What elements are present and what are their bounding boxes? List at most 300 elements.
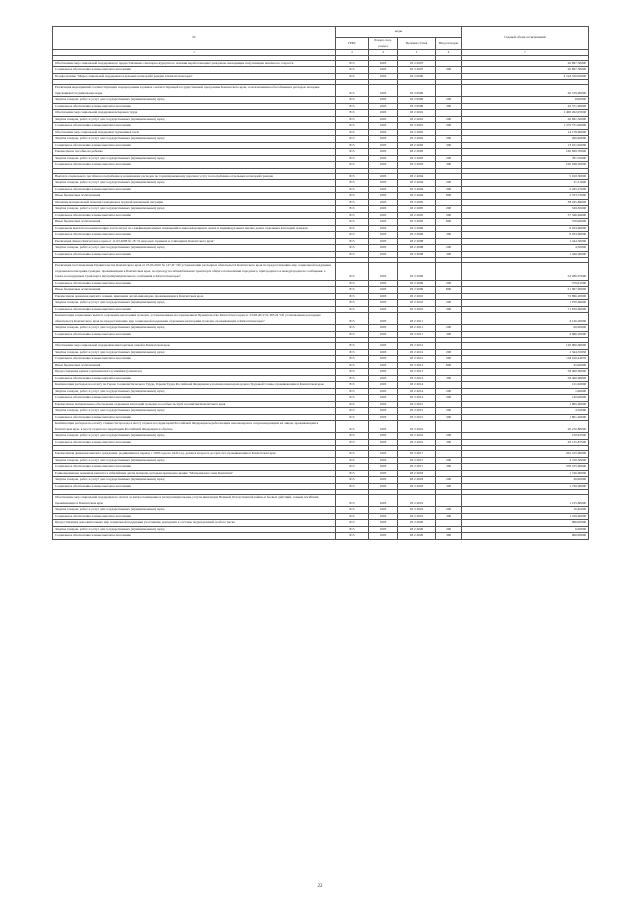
amount-cell: 1,60000 (462, 388, 589, 395)
item-name-cell: Социальное обеспечение и иные выплаты населению (53, 395, 336, 402)
expense-type-cell: 200 (436, 245, 462, 252)
razdel-cell: 1003 (369, 263, 398, 281)
item-name-cell: Социальная выплата на компенсацию части затрат по газификации жилых помещений в многоквартирных домах и индивидуальных жилых домах отдельных категорий граждан (53, 225, 336, 232)
item-name-cell: Закупка товаров, работ и услуг для государственных (муниципальных) нужд (53, 433, 336, 440)
table-row (53, 421, 589, 433)
target-article-cell: 03 2 2019 (398, 513, 436, 520)
razdel-cell: 1003 (369, 477, 398, 484)
item-name-cell: Иные бюджетные ассигнования (53, 287, 336, 294)
target-article-cell: 03 2 2019 (398, 507, 436, 514)
target-article-cell: 03 2 2011 (398, 331, 436, 338)
table-body (53, 50, 589, 540)
grbs-cell: 815 (336, 193, 369, 200)
item-name-cell: Закупка товаров, работ и услуг для государственных (муниципальных) нужд (53, 245, 336, 252)
expense-type-cell: 300 (436, 464, 462, 471)
razdel-cell: 1003 (369, 388, 398, 395)
index-cell: 2 (336, 50, 369, 56)
index-cell: 4 (369, 50, 398, 56)
expense-type-cell: 300 (436, 251, 462, 258)
razdel-cell: 1003 (369, 85, 398, 97)
item-name-cell: Подпрограмма "Меры социальной поддержки отдельных категорий граждан в Камчатском крае" (53, 73, 336, 80)
grbs-cell: 815 (336, 349, 369, 356)
amount-cell: 31,31000 (462, 180, 589, 187)
amount-cell: 1 344,55930 (462, 349, 589, 356)
grbs-cell: 815 (336, 136, 369, 143)
index-cell: 1 (53, 50, 336, 56)
header-expense-type: Вид расходов (436, 38, 462, 50)
amount-cell: 26 897,30000 (462, 67, 589, 74)
target-article-cell: 03 2 2009 (398, 263, 436, 281)
amount-cell: 379,01000 (462, 280, 589, 287)
target-article-cell: 03 2 2007 (398, 60, 436, 67)
amount-cell: 4,50000 (462, 408, 589, 415)
grbs-cell: 815 (336, 477, 369, 484)
item-name-cell: Закупка товаров, работ и услуг для государственных (муниципальных) нужд (53, 526, 336, 533)
item-name-cell: Реализация постановления Правительства Камчатского края от 23.03.2010 № 127-П "Об установлении расходных обязательств Камчатского края по предоставлению мер социальной поддержки отдельным категориям граждан, проживающим в Камчатском крае, по проезду на автомобильном транспорте общего пользования городского, пригородного и междугородного сообщения, а также на воздушном транспорте внутримуниципального сообщения в Камчатском крае" (53, 263, 336, 281)
razdel-cell: 1003 (369, 343, 398, 350)
grbs-cell: 815 (336, 162, 369, 169)
amount-cell: 1 801,40000 (462, 414, 589, 421)
amount-cell: 2 425,27000 (462, 186, 589, 193)
razdel-cell: 1003 (369, 457, 398, 464)
grbs-cell: 815 (336, 451, 369, 458)
target-article-cell: 03 2 2016 (398, 433, 436, 440)
item-name-cell: Социальное обеспечение и иные выплаты населению (53, 356, 336, 363)
amount-cell: 1 440,00000 (462, 251, 589, 258)
header-target-article: Целевая статья (398, 38, 436, 50)
razdel-cell: 1003 (369, 206, 398, 213)
grbs-cell: 815 (336, 375, 369, 382)
expense-type-cell: 300 (436, 375, 462, 382)
target-article-cell: 03 2 2003 (398, 162, 436, 169)
grbs-cell: 815 (336, 464, 369, 471)
target-article-cell: 03 2 2002 (398, 136, 436, 143)
amount-cell: 900,00000 (462, 533, 589, 540)
grbs-cell: 815 (336, 199, 369, 206)
item-name-cell: Социальное обеспечение и иные выплаты населению (53, 280, 336, 287)
item-name-cell: Компенсация социальных выплат отдельным категориям граждан, установленным постановлением Правительства Камчатского края от 23.08.2012 № 385-П "Об установлении расходных обязательств Камчатского края по предоставлению мер социальной поддержки отдельным категориям граждан, проживающих в Камчатском крае" (53, 313, 336, 325)
razdel-cell: 1003 (369, 186, 398, 193)
razdel-cell: 1003 (369, 464, 398, 471)
grbs-cell: 815 (336, 421, 369, 433)
amount-cell: 1 076,60000 (462, 300, 589, 307)
item-name-cell: Ежемесячная денежная выплата семьям, имеющим детей-инвалидов, проживающим в Камчатском крае (53, 293, 336, 300)
item-name-cell: Закупка товаров, работ и услуг для государственных (муниципальных) нужд (53, 97, 336, 104)
item-name-cell: Закупка товаров, работ и услуг для государственных (муниципальных) нужд (53, 206, 336, 213)
target-article-cell: 03 2 2013 (398, 369, 436, 376)
amount-cell: 118 610,44070 (462, 356, 589, 363)
expense-type-cell: 300 (436, 483, 462, 490)
expense-type-cell: 300 (436, 67, 462, 74)
razdel-cell: 1003 (369, 142, 398, 149)
header-codes: коды (336, 27, 462, 38)
expense-type-cell: 200 (436, 325, 462, 332)
razdel-cell: 1003 (369, 451, 398, 458)
grbs-cell: 815 (336, 263, 369, 281)
amount-cell: 26,90000 (462, 477, 589, 484)
amount-cell: 1 746,90000 (462, 470, 589, 477)
razdel-cell: 1003 (369, 287, 398, 294)
page-number: 22 (317, 884, 323, 889)
razdel-cell: 1003 (369, 513, 398, 520)
item-name-cell: Компенсация расходов на оплату по Герою Социалистического Труда, Героям Труда Российской Федерации и полным кавалерам ордена Трудовой Славы, проживающим в Камчатском крае (53, 382, 336, 389)
target-article-cell: 03 2 2008 (398, 245, 436, 252)
amount-cell: 120 000,00000 (462, 343, 589, 350)
razdel-cell: 1003 (369, 193, 398, 200)
amount-cell: 5 010,30000 (462, 173, 589, 180)
amount-cell: 16,40000 (462, 507, 589, 514)
expense-type-cell: 200 (436, 180, 462, 187)
item-name-cell: Реализация Закона Камчатского края от 11.03.2008 № 18 "О наградах, премиях и стипендиях Камчатского края" (53, 238, 336, 245)
target-article-cell: 03 2 2010 (398, 293, 436, 300)
expense-type-cell: 200 (436, 116, 462, 123)
razdel-cell: 1003 (369, 470, 398, 477)
razdel-cell: 1003 (369, 439, 398, 446)
amount-cell: 258 105,60000 (462, 464, 589, 471)
item-name-cell: Иные бюджетные ассигнования (53, 219, 336, 226)
grbs-cell: 815 (336, 388, 369, 395)
razdel-cell: 1003 (369, 375, 398, 382)
amount-cell: 14 178,60000 (462, 129, 589, 136)
target-article-cell: 03 2 2003 (398, 155, 436, 162)
grbs-cell: 815 (336, 414, 369, 421)
document-page (52, 26, 588, 540)
target-article-cell: 03 2 2008 (398, 251, 436, 258)
expense-type-cell: 200 (436, 136, 462, 143)
target-article-cell: 03 2 2004 (398, 173, 436, 180)
razdel-cell: 1003 (369, 325, 398, 332)
expense-type-cell: 300 (436, 280, 462, 287)
grbs-cell: 815 (336, 238, 369, 245)
amount-cell: 370,00000 (462, 219, 589, 226)
razdel-cell: 1003 (369, 414, 398, 421)
razdel-cell: 1003 (369, 97, 398, 104)
item-name-cell: Обеспечение мер социальной поддержки тружеников тыла (53, 129, 336, 136)
razdel-cell: 1003 (369, 533, 398, 540)
razdel-cell: 1003 (369, 507, 398, 514)
grbs-cell: 815 (336, 526, 369, 533)
expense-type-cell: 300 (436, 162, 462, 169)
item-name-cell: Социальное обеспечение и иные выплаты населению (53, 513, 336, 520)
item-name-cell: Закупка товаров, работ и услуг для государственных (муниципальных) нужд (53, 325, 336, 332)
item-name-cell: Социальное обеспечение и иные выплаты населению (53, 483, 336, 490)
item-name-cell: Ежемесячное пособие на ребенка (53, 149, 336, 156)
target-article-cell: 03 2 2016 (398, 421, 436, 433)
expense-type-cell: 300 (436, 186, 462, 193)
amount-cell: 58 400,00000 (462, 369, 589, 376)
target-article-cell: 03 2 2015 (398, 401, 436, 408)
razdel-cell: 1003 (369, 520, 398, 527)
amount-cell: 52 286,97000 (462, 263, 589, 281)
razdel-cell: 1003 (369, 129, 398, 136)
target-article-cell: 03 2 0999 (398, 97, 436, 104)
razdel-cell: 1003 (369, 136, 398, 143)
grbs-cell: 815 (336, 533, 369, 540)
expense-type-cell: 200 (436, 526, 462, 533)
target-article-cell: 03 2 2002 (398, 142, 436, 149)
item-name-cell: Социальное обеспечение и иные выплаты населению (53, 464, 336, 471)
expense-type-cell: 200 (436, 433, 462, 440)
expense-type-cell: 300 (436, 356, 462, 363)
index-cell: 6 (436, 50, 462, 56)
target-article-cell: 03 2 2017 (398, 451, 436, 458)
item-name-cell: Закупка товаров, работ и услуг для государственных (муниципальных) нужд (53, 477, 336, 484)
grbs-cell: 815 (336, 245, 369, 252)
item-name-cell: Социальное обеспечение и иные выплаты населению (53, 162, 336, 169)
target-article-cell: 03 2 0000 (398, 73, 436, 80)
target-article-cell: 03 2 2012 (398, 343, 436, 350)
razdel-cell: 1003 (369, 110, 398, 117)
table-row (53, 533, 589, 540)
grbs-cell: 815 (336, 306, 369, 313)
expense-type-cell (436, 313, 462, 325)
item-name-cell: Закупка товаров, работ и услуг для государственных (муниципальных) нужд (53, 155, 336, 162)
item-name-cell: Иные бюджетные ассигнования (53, 362, 336, 369)
razdel-cell: 1003 (369, 67, 398, 74)
target-article-cell: 03 2 2013 (398, 375, 436, 382)
grbs-cell: 815 (336, 129, 369, 136)
expense-type-cell: 800 (436, 219, 462, 226)
budget-table (52, 26, 589, 540)
razdel-cell: 1003 (369, 349, 398, 356)
grbs-cell: 815 (336, 103, 369, 110)
expense-type-cell (436, 263, 462, 281)
razdel-cell: 1003 (369, 180, 398, 187)
item-name-cell: Компенсация расходов на оплату стоимости проезда к месту отдыха на территории Российской Федерации неработающим пенсионерам и сопровождающим их лицам, проживающим в Камчатском крае, к месту отдыха на территории Российской Федерации и обратно (53, 421, 336, 433)
grbs-cell: 815 (336, 300, 369, 307)
amount-cell: 13 911,96000 (462, 142, 589, 149)
target-article-cell: 03 2 2004 (398, 186, 436, 193)
amount-cell: 8,00000 (462, 97, 589, 104)
grbs-cell: 815 (336, 116, 369, 123)
grbs-cell: 815 (336, 123, 369, 130)
item-name-cell: Иные бюджетные ассигнования (53, 193, 336, 200)
expense-type-cell: 200 (436, 206, 462, 213)
grbs-cell: 815 (336, 356, 369, 363)
expense-type-cell: 200 (436, 477, 462, 484)
grbs-cell: 815 (336, 60, 369, 67)
grbs-cell: 815 (336, 369, 369, 376)
razdel-cell: 1003 (369, 60, 398, 67)
amount-cell: 8 934,60000 (462, 232, 589, 239)
expense-type-cell (436, 421, 462, 433)
grbs-cell: 815 (336, 343, 369, 350)
expense-type-cell: 300 (436, 103, 462, 110)
grbs-cell: 815 (336, 97, 369, 104)
amount-cell: 121,60000 (462, 382, 589, 389)
grbs-cell: 815 (336, 362, 369, 369)
item-name-cell: Реализация мероприятий соответствующих подпрограммы в рамках соответствующей государственной программы Камчатского края, за исключением обособленных расходов, которым присваиваются уникальные коды (53, 85, 336, 97)
target-article-cell: 03 2 2005 (398, 219, 436, 226)
target-article-cell: 03 2 2012 (398, 356, 436, 363)
target-article-cell: 03 2 2014 (398, 395, 436, 402)
expense-type-cell: 200 (436, 408, 462, 415)
header-number: № (53, 27, 336, 50)
razdel-cell: 1003 (369, 382, 398, 389)
razdel-cell: 1003 (369, 483, 398, 490)
razdel-cell: 1003 (369, 293, 398, 300)
item-name-cell: Социальное обеспечение и иные выплаты населению (53, 232, 336, 239)
expense-type-cell: 300 (436, 123, 462, 130)
grbs-cell: 815 (336, 433, 369, 440)
razdel-cell: 1003 (369, 356, 398, 363)
expense-type-cell: 200 (436, 155, 462, 162)
razdel-cell: 1003 (369, 300, 398, 307)
target-article-cell: 03 2 2019 (398, 495, 436, 507)
item-name-cell: Обеспечение мер социальной поддержки ветеранов труда (53, 110, 336, 117)
razdel-cell: 1003 (369, 408, 398, 415)
target-article-cell: 03 2 2003 (398, 149, 436, 156)
razdel-cell: 1003 (369, 212, 398, 219)
amount-cell: 166 829,70000 (462, 149, 589, 156)
expense-type-cell: 300 (436, 513, 462, 520)
grbs-cell: 815 (336, 483, 369, 490)
target-article-cell: 03 2 2012 (398, 362, 436, 369)
item-name-cell: Социальное обеспечение и иные выплаты населению (53, 123, 336, 130)
grbs-cell: 815 (336, 287, 369, 294)
grbs-cell: 815 (336, 331, 369, 338)
amount-cell: 71 819,60000 (462, 306, 589, 313)
razdel-cell: 1003 (369, 245, 398, 252)
target-article-cell: 03 2 2005 (398, 206, 436, 213)
amount-cell: 60,00000 (462, 325, 589, 332)
table-row (53, 495, 589, 507)
amount-cell: 38 245,89000 (462, 199, 589, 206)
grbs-cell: 815 (336, 73, 369, 80)
target-article-cell: 03 2 2005 (398, 212, 436, 219)
item-name-cell: Социальное обеспечение и иные выплаты населению (53, 212, 336, 219)
razdel-cell: 1003 (369, 173, 398, 180)
target-article-cell: 03 2 2018 (398, 470, 436, 477)
razdel-cell: 1003 (369, 232, 398, 239)
header-razdel: Раздел, под-раздел (369, 38, 398, 50)
amount-cell: 2 553,72000 (462, 193, 589, 200)
razdel-cell: 1003 (369, 433, 398, 440)
expense-type-cell: 300 (436, 142, 462, 149)
grbs-cell: 815 (336, 293, 369, 300)
amount-cell: 1 125,80000 (462, 495, 589, 507)
expense-type-cell: 300 (436, 232, 462, 239)
target-article-cell: 03 2 2006 (398, 232, 436, 239)
razdel-cell: 1003 (369, 395, 398, 402)
expense-type-cell: 300 (436, 439, 462, 446)
razdel-cell: 1003 (369, 306, 398, 313)
table-row (53, 263, 589, 281)
grbs-cell: 815 (336, 439, 369, 446)
grbs-cell: 815 (336, 495, 369, 507)
amount-cell: 1 805,90000 (462, 401, 589, 408)
amount-cell: 529,50000 (462, 206, 589, 213)
amount-cell: 4 518 520,09000 (462, 73, 589, 80)
amount-cell: 1 720,00000 (462, 483, 589, 490)
item-name-cell: Предоставление дополнительных мер социальной поддержки участникам, вошедших в составы подразделений особого риска (53, 520, 336, 527)
target-article-cell: 03 2 2012 (398, 349, 436, 356)
item-name-cell: Социальное обеспечение и иные выплаты населению (53, 142, 336, 149)
amount-cell: 45,00000 (462, 362, 589, 369)
razdel-cell: 1003 (369, 369, 398, 376)
razdel-cell: 1003 (369, 116, 398, 123)
target-article-cell: 03 2 2015 (398, 414, 436, 421)
razdel-cell: 1003 (369, 238, 398, 245)
expense-type-cell: 300 (436, 331, 462, 338)
target-article-cell: 03 2 2008 (398, 238, 436, 245)
target-article-cell: 03 2 2020 (398, 533, 436, 540)
amount-cell: 37 346,49000 (462, 212, 589, 219)
amount-cell: 1 379 571,00000 (462, 123, 589, 130)
grbs-cell: 815 (336, 67, 369, 74)
item-name-cell: Закупка товаров, работ и услуг для государственных (муниципальных) нужд (53, 457, 336, 464)
target-article-cell: 03 2 0999 (398, 103, 436, 110)
amount-cell: 26 579,90000 (462, 85, 589, 97)
razdel-cell: 1003 (369, 225, 398, 232)
header-annual-amount: Годовой объем ассигнований (462, 27, 589, 50)
grbs-cell: 815 (336, 219, 369, 226)
grbs-cell: 815 (336, 232, 369, 239)
item-name-cell: Социальное обеспечение и иные выплаты населению (53, 186, 336, 193)
expense-type-cell: 200 (436, 97, 462, 104)
expense-type-cell: 200 (436, 457, 462, 464)
item-name-cell: Оказание материальной помощи гражданам в трудной жизненной ситуации (53, 199, 336, 206)
item-name-cell: Социальное обеспечение и иные выплаты населению (53, 414, 336, 421)
item-name-cell: Предоставление единого материнского (семейного) капитала (53, 369, 336, 376)
razdel-cell: 1003 (369, 149, 398, 156)
expense-type-cell: 200 (436, 388, 462, 395)
grbs-cell: 815 (336, 513, 369, 520)
expense-type-cell (436, 495, 462, 507)
amount-cell: 72 896,20000 (462, 293, 589, 300)
amount-cell: 8 934,60000 (462, 225, 589, 232)
amount-cell: 1 444,50000 (462, 238, 589, 245)
razdel-cell: 1003 (369, 526, 398, 533)
target-article-cell: 03 2 2018 (398, 483, 436, 490)
item-name-cell: Социальное обеспечение и иные выплаты населению (53, 331, 336, 338)
target-article-cell: 03 2 2011 (398, 325, 436, 332)
amount-cell: 781,50000 (462, 155, 589, 162)
expense-type-cell: 200 (436, 507, 462, 514)
expense-type-cell: 300 (436, 306, 462, 313)
target-article-cell: 03 2 2002 (398, 129, 436, 136)
razdel-cell: 1003 (369, 162, 398, 169)
razdel-cell: 1003 (369, 362, 398, 369)
grbs-cell: 815 (336, 520, 369, 527)
razdel-cell: 1003 (369, 199, 398, 206)
target-article-cell: 03 2 2001 (398, 123, 436, 130)
target-article-cell: 03 2 2005 (398, 199, 436, 206)
expense-type-cell: 800 (436, 287, 462, 294)
grbs-cell: 815 (336, 85, 369, 97)
amount-cell: 20 276,80000 (462, 421, 589, 433)
header-grbs: ГРБС (336, 38, 369, 50)
item-name-cell: Закупка товаров, работ и услуг для государственных (муниципальных) нужд (53, 180, 336, 187)
amount-cell: 20 125,87500 (462, 439, 589, 446)
target-article-cell: 03 2 2020 (398, 526, 436, 533)
grbs-cell: 815 (336, 206, 369, 213)
grbs-cell: 815 (336, 251, 369, 258)
target-article-cell: 03 2 2004 (398, 193, 436, 200)
amount-cell: 120,00000 (462, 395, 589, 402)
item-name-cell: Обеспечение мер социальной поддержки многодетных семей в Камчатском крае (53, 343, 336, 350)
target-article-cell: 03 2 0999 (398, 85, 436, 97)
grbs-cell: 815 (336, 457, 369, 464)
grbs-cell: 815 (336, 212, 369, 219)
expense-type-cell: 300 (436, 395, 462, 402)
item-name-cell: Закупка товаров, работ и услуг для государственных (муниципальных) нужд (53, 388, 336, 395)
amount-cell: 266,60000 (462, 136, 589, 143)
item-name-cell: Закупка товаров, работ и услуг для государственных (муниципальных) нужд (53, 507, 336, 514)
grbs-cell: 815 (336, 155, 369, 162)
razdel-cell: 1003 (369, 155, 398, 162)
amount-cell: 51 907,96000 (462, 287, 589, 294)
